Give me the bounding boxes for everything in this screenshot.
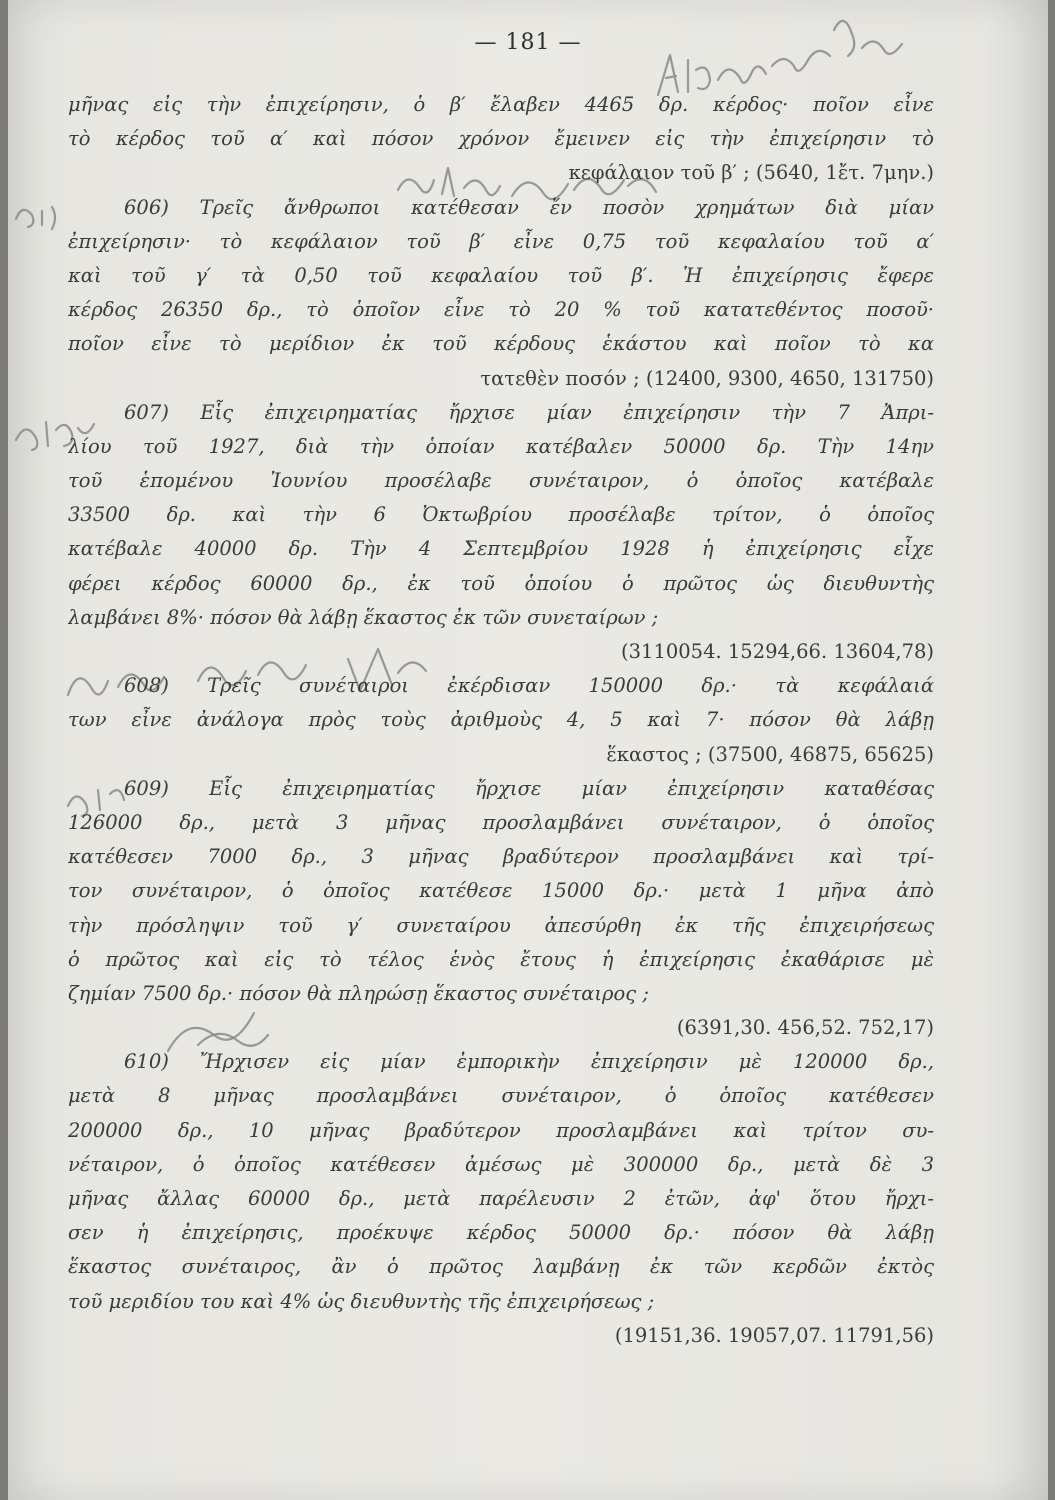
- exercise-609-start: 609) Εἷς ἐπιχειρηματίας ἤρχισε μίαν ἐπιχείρησιν καταθέσας: [124, 776, 934, 800]
- text-line: ὁ πρῶτος καὶ εἰς τὸ τέλος ἑνὸς ἔτους ἡ ἐπιχείρησις ἐκαθάρισε μὲ: [68, 947, 934, 971]
- text-line: 33500 δρ. καὶ τὴν 6 Ὀκτωβρίου προσέλαβε τρίτον, ὁ ὁποῖος: [68, 503, 934, 527]
- answer-607: (3110054. 15294,66. 13604,78): [621, 640, 934, 663]
- text-line: 126000 δρ., μετὰ 3 μῆνας προσλαμβάνει συνέταιρον, ὁ ὁποῖος: [68, 810, 934, 834]
- text-line: μῆνας εἰς τὴν ἐπιχείρησιν, ὁ β′ ἔλαβεν 4465 δρ. κέρδος· ποῖον εἶνε: [68, 93, 934, 116]
- text-line: φέρει κέρδος 60000 δρ., ἐκ τοῦ ὁποίου ὁ πρῶτος ὡς διευθυντὴς: [68, 571, 934, 595]
- text-line: λίου τοῦ 1927, διὰ τὴν ὁποίαν κατέβαλεν 50000 δρ. Τὴν 14ην: [68, 434, 934, 458]
- text-line: κατέβαλε 40000 δρ. Τὴν 4 Σεπτεμβρίου 1928 ἡ ἐπιχείρησις εἶχε: [68, 537, 934, 561]
- text-line: ἕκαστος συνέταιρος, ἂν ὁ πρῶτος λαμβάνῃ ἐκ τῶν κερδῶν ἐκτὸς: [68, 1255, 934, 1279]
- text-line: σεν ἡ ἐπιχείρησις, προέκυψε κέρδος 50000 δρ.· πόσον θὰ λάβῃ: [68, 1221, 934, 1245]
- text-line: των εἶνε ἀνάλογα πρὸς τοὺς ἀριθμοὺς 4, 5 καὶ 7· πόσον θὰ λάβῃ: [68, 708, 934, 732]
- exercise-608-start: 608) Τρεῖς συνέταιροι ἐκέρδισαν 150000 δρ.· τὰ κεφάλαιά: [124, 674, 934, 698]
- text-line: τοῦ ἑπομένου Ἰουνίου προσέλαβε συνέταιρον, ὁ ὁποῖος κατέβαλε: [68, 469, 934, 493]
- answer-608: ἕκαστος ; (37500, 46875, 65625): [606, 742, 934, 766]
- book-page: [8, 0, 1048, 1500]
- text-line: καὶ τοῦ γ′ τὰ 0,50 τοῦ κεφαλαίου τοῦ β′. Ἡ ἐπιχείρησις ἔφερε: [68, 263, 934, 287]
- text-line: ἐπιχείρησιν· τὸ κεφάλαιον τοῦ β′ εἶνε 0,75 τοῦ κεφαλαίου τοῦ α′: [68, 229, 934, 253]
- exercise-610-start: 610) Ἤρχισεν εἰς μίαν ἐμπορικὴν ἐπιχείρησιν μὲ 120000 δρ.,: [124, 1050, 934, 1074]
- text-line: λαμβάνει 8%· πόσον θὰ λάβῃ ἕκαστος ἐκ τῶν συνεταίρων ;: [68, 605, 659, 629]
- text-line: ζημίαν 7500 δρ.· πόσον θὰ πληρώσῃ ἕκαστος συνέταιρος ;: [68, 981, 649, 1005]
- text-line: τον συνέταιρον, ὁ ὁποῖος κατέθεσε 15000 δρ.· μετὰ 1 μῆνα ἀπὸ: [68, 879, 934, 903]
- text-line: ποῖον εἶνε τὸ μερίδιον ἐκ τοῦ κέρδους ἑκάστου καὶ ποῖον τὸ κα: [68, 332, 934, 356]
- exercise-606-start: 606) Τρεῖς ἄνθρωποι κατέθεσαν ἔν ποσὸν χρημάτων διὰ μίαν: [124, 195, 934, 219]
- text-line: κέρδος 26350 δρ., τὸ ὁποῖον εἶνε τὸ 20 % τοῦ κατατεθέντος ποσοῦ·: [68, 298, 934, 322]
- answer-610: (19151,36. 19057,07. 11791,56): [614, 1323, 934, 1347]
- text-line: τοῦ μεριδίου του καὶ 4% ὡς διευθυντὴς τῆς ἐπιχειρήσεως ;: [68, 1289, 655, 1313]
- exercise-607-start: 607) Εἷς ἐπιχειρηματίας ἤρχισε μίαν ἐπιχείρησιν τὴν 7 Ἀπρι-: [124, 400, 934, 424]
- exercise-text: [68, 88, 934, 1353]
- text-line: μετὰ 8 μῆνας προσλαμβάνει συνέταιρον, ὁ ὁποῖος κατέθεσεν: [68, 1084, 934, 1108]
- answer-606: τατεθὲν ποσόν ; (12400, 9300, 4650, 131750): [480, 366, 934, 390]
- text-line: μῆνας ἄλλας 60000 δρ., μετὰ παρέλευσιν 2 ἐτῶν, ἀφ' ὅτου ἤρχι-: [68, 1187, 934, 1210]
- text-line: 200000 δρ., 10 μῆνας βραδύτερον προσλαμβάνει καὶ τρίτον συ-: [68, 1118, 934, 1142]
- text-line: νέταιρον, ὁ ὁποῖος κατέθεσεν ἀμέσως μὲ 300000 δρ., μετὰ δὲ 3: [68, 1152, 934, 1176]
- text-line: τὴν πρόσληψιν τοῦ γ′ συνεταίρου ἀπεσύρθη ἐκ τῆς ἐπιχειρήσεως: [68, 913, 934, 937]
- text-line: κατέθεσεν 7000 δρ., 3 μῆνας βραδύτερον προσλαμβάνει καὶ τρί-: [68, 845, 934, 869]
- answer-609: (6391,30. 456,52. 752,17): [676, 1016, 934, 1040]
- text-line: τὸ κέρδος τοῦ α′ καὶ πόσον χρόνον ἔμεινεν εἰς τὴν ἐπιχείρησιν τὸ: [68, 127, 934, 151]
- page-number: — 181 —: [474, 30, 582, 55]
- text-line: κεφάλαιον τοῦ β′ ; (5640, 1ἔτ. 7μην.): [568, 161, 934, 185]
